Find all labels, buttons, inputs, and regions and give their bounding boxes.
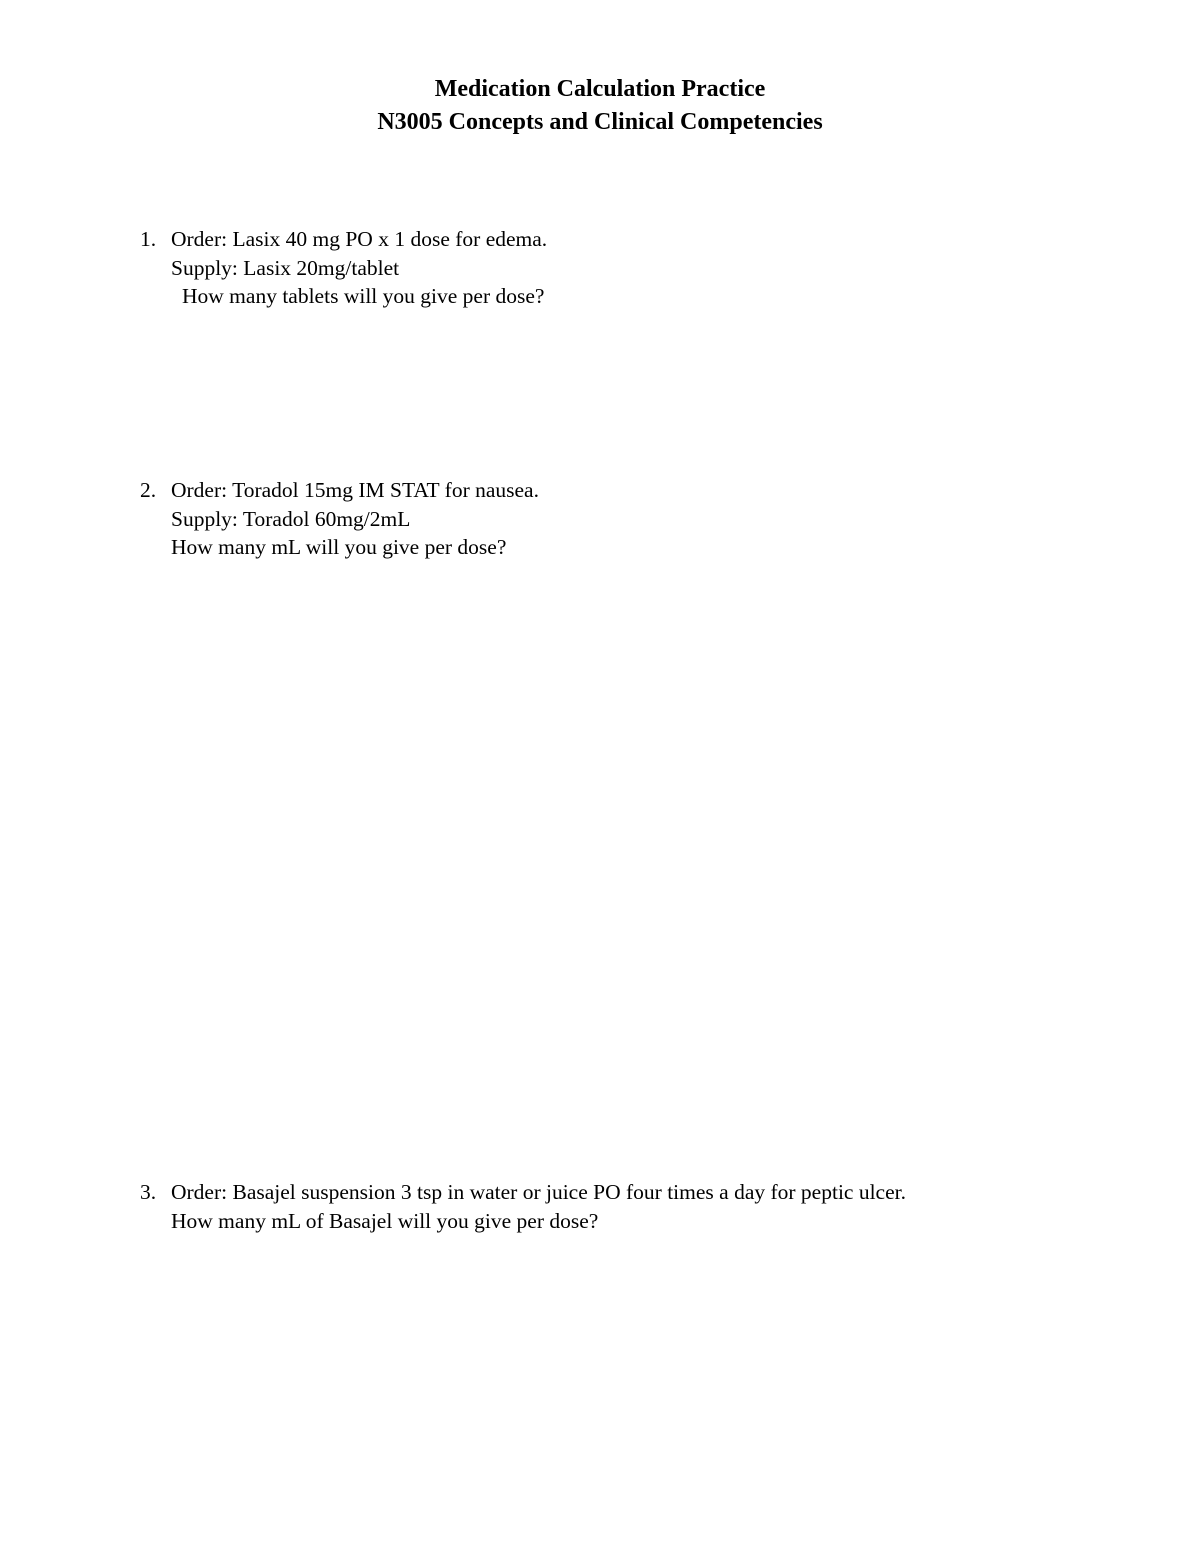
question-2-supply-line [140,505,1100,534]
order-text: Order: Lasix 40 mg PO x 1 dose for edema. [171,227,548,251]
question-1-prompt-line [140,282,1100,311]
document-subtitle: N3005 Concepts and Clinical Competencies [377,109,823,135]
prompt-text: How many tablets will you give per dose? [182,284,545,308]
question-number: 3. [140,1180,157,1204]
question-3-prompt-line [140,1207,1100,1236]
supply-text: Supply: Toradol 60mg/2mL [171,506,411,531]
question-1-supply-line [140,254,1100,283]
document-title: Medication Calculation Practice [434,76,766,102]
question-number: 1. [140,227,157,251]
order-text: Order: Basajel suspension 3 tsp in water or juice PO four times a day for peptic ulcer. [171,1180,906,1204]
question-number: 2. [140,478,157,502]
question-3 [140,1178,1100,1235]
order-text: Order: Toradol 15mg IM STAT for nausea. [171,478,539,502]
question-1 [140,225,1100,311]
question-2-prompt-line [140,533,1100,562]
prompt-text: How many mL of Basajel will you give per dose? [171,1208,599,1233]
question-2-order-line [140,476,1100,505]
prompt-text: How many mL will you give per dose? [171,535,507,559]
supply-text: Supply: Lasix 20mg/tablet [171,255,400,280]
question-1-order-line [140,225,1100,254]
question-2 [140,476,1100,562]
question-3-order-line [140,1178,1100,1207]
